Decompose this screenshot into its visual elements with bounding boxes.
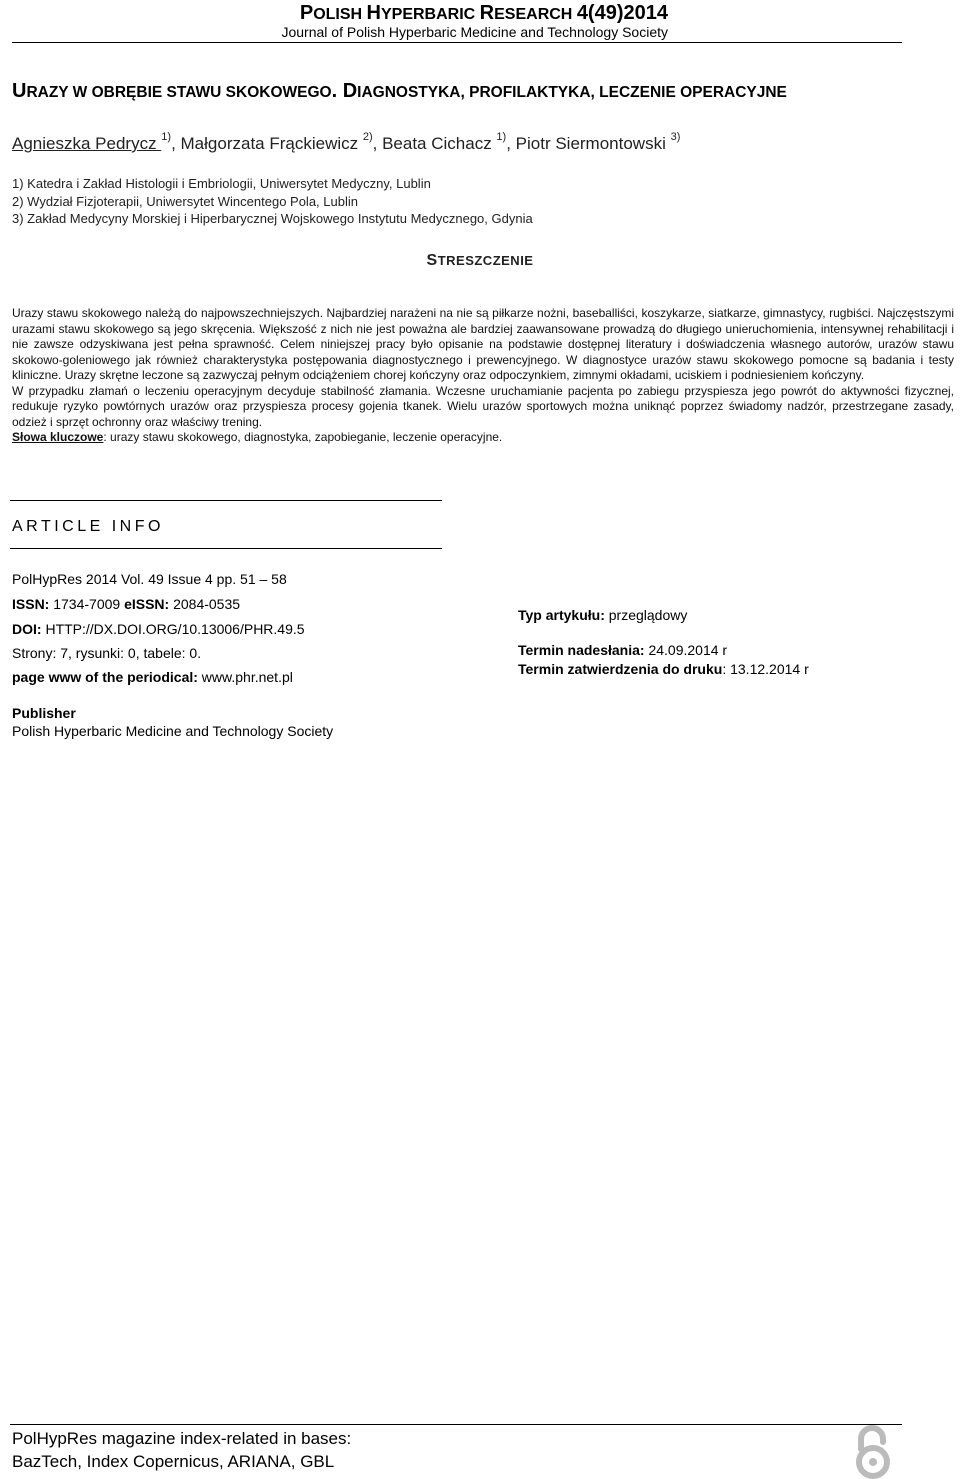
info-rule-bottom bbox=[10, 548, 442, 549]
abstract-paragraph: Urazy stawu skokowego należą do najpowszechniejszych. Najbardziej narażeni na nie są piłkarze nożni, baseballiści, koszykarze, siatkarze, gimnastycy, rugbiści. Najczęstszymi urazami stawu skokowego są jego skręcenia. Większość z nich nie jest poważna ale bardziej zaawansowane prowadzą do długiego unieruchomienia, intensywnej rehabilitacji i nie zawsze odzyskiwana jest pełna sprawność. Celem niniejszej pracy było opisanie na podstawie dostępnej literatury i doświadczenia własnego autorów, urazów stawu skokowo-goleniowego jak również charakterystyka postępowania diagnostycznego i prewencyjnego. W diagnostyce urazów stawu skokowego pomocne są badania i testy kliniczne. Urazy skrętne leczone są zazwyczaj pełnym odciążeniem chorej kończyny oraz odpoczynkiem, zimnymi okładami, uciskiem i podniesieniem kończyny. bbox=[12, 306, 954, 382]
title-part: . D bbox=[331, 80, 358, 102]
journal-title-part: H bbox=[366, 2, 381, 24]
journal-issue: 4(49)2014 bbox=[576, 2, 668, 24]
keywords-text: : urazy stawu skokowego, diagnostyka, zapobieganie, leczenie operacyjne. bbox=[103, 430, 503, 444]
author-affiliation-ref: 1) bbox=[496, 131, 507, 143]
doi-line bbox=[12, 621, 305, 637]
eissn-label: eISSN: bbox=[124, 596, 170, 612]
article-info-heading: ARTICLE INFO bbox=[12, 518, 164, 535]
accepted-label: Termin zatwierdzenia do druku bbox=[518, 661, 723, 677]
www-line bbox=[12, 669, 293, 685]
received-line bbox=[518, 642, 727, 658]
author-affiliation-ref: 1) bbox=[161, 131, 172, 143]
open-access-icon bbox=[852, 1425, 894, 1479]
article-title bbox=[12, 80, 787, 103]
abstract-body bbox=[12, 306, 954, 446]
affiliation: 1) Katedra i Zakład Histologii i Embriologii, Uniwersytet Medyczny, Lublin bbox=[12, 176, 431, 191]
title-part: RAZY W OBRĘBIE STAWU SKOKOWEGO bbox=[26, 84, 332, 101]
pages-info: Strony: 7, rysunki: 0, tabele: 0. bbox=[12, 645, 202, 661]
author-list bbox=[12, 131, 681, 154]
heading-part: TRESZCZENIE bbox=[437, 253, 534, 268]
issn-value: 1734-7009 bbox=[49, 596, 125, 612]
publisher-name: Polish Hyperbaric Medicine and Technology Society bbox=[12, 723, 334, 739]
issn-line bbox=[12, 596, 240, 612]
title-part: IAGNOSTYKA, PROFILAKTYKA, LECZENIE OPERACYJNE bbox=[357, 84, 787, 101]
abstract-heading bbox=[0, 252, 960, 270]
journal-reference: PolHypRes 2014 Vol. 49 Issue 4 pp. 51 – 58 bbox=[12, 571, 287, 587]
accepted-line bbox=[518, 661, 809, 677]
info-rule-top bbox=[10, 500, 442, 501]
accepted-value: : 13.12.2014 r bbox=[722, 661, 809, 677]
affiliation: 2) Wydział Fizjoterapii, Uniwersytet Wincentego Pola, Lublin bbox=[12, 194, 358, 209]
affiliation: 3) Zakład Medycyny Morskiej i Hiperbarycznej Wojskowego Instytutu Medycznego, Gdynia bbox=[12, 211, 533, 226]
received-value: 24.09.2014 r bbox=[644, 642, 728, 658]
keywords-label: Słowa kluczowe bbox=[12, 430, 104, 444]
author-name: , Piotr Siermontowski bbox=[506, 134, 671, 153]
keywords bbox=[12, 430, 954, 446]
heading-part: S bbox=[426, 252, 438, 269]
doi-value[interactable]: HTTP://DX.DOI.ORG/10.13006/PHR.49.5 bbox=[41, 621, 305, 637]
type-label: Typ artykułu: bbox=[518, 607, 605, 623]
journal-title-part: P bbox=[299, 2, 314, 24]
header-divider bbox=[12, 42, 902, 43]
title-part: U bbox=[12, 80, 27, 102]
abstract-paragraph: W przypadku złamań o leczeniu operacyjnym decyduje stabilność złamania. Wczesne uruchamianie pacjenta po zabiegu przyspiesza jego powrót do aktywności fizycznej, redukuje ryzyko powtórnych urazów oraz przyspiesza procesy gojenia tkanek. Wielu urazów sportowych można uniknąć poprzez świadomy nadzór, przestrzegane zasady, odzież i sprzęt ochronny oraz właściwy trening. bbox=[12, 383, 954, 429]
eissn-value: 2084-0535 bbox=[169, 596, 241, 612]
author-name: , Małgorzata Frąckiewicz bbox=[171, 134, 363, 153]
author-name: Agnieszka Pedrycz bbox=[12, 134, 162, 153]
footer-index-bases: BazTech, Index Copernicus, ARIANA, GBL bbox=[12, 1452, 335, 1471]
author-affiliation-ref: 2) bbox=[362, 131, 373, 143]
author-affiliation-ref: 3) bbox=[670, 131, 681, 143]
article-type-line bbox=[518, 607, 687, 623]
www-link[interactable]: www.phr.net.pl bbox=[197, 669, 293, 685]
journal-subtitle: Journal of Polish Hyperbaric Medicine and Technology Society bbox=[281, 24, 668, 40]
issn-label: ISSN: bbox=[12, 596, 50, 612]
journal-title-part: OLISH bbox=[313, 6, 367, 23]
footer-divider bbox=[10, 1424, 902, 1425]
www-label: page www of the periodical: bbox=[12, 669, 198, 685]
type-value: przeglądowy bbox=[604, 607, 688, 623]
footer-index-label: PolHypRes magazine index-related in bases: bbox=[12, 1429, 352, 1448]
journal-title-part: ESEARCH bbox=[494, 6, 577, 23]
author-name: , Beata Cichacz bbox=[372, 134, 497, 153]
journal-title-part: YPERBARIC bbox=[380, 6, 480, 23]
journal-title bbox=[300, 2, 668, 25]
doi-label: DOI: bbox=[12, 621, 42, 637]
received-label: Termin nadesłania: bbox=[518, 642, 645, 658]
publisher-label: Publisher bbox=[12, 705, 76, 721]
journal-title-part: R bbox=[479, 2, 495, 24]
